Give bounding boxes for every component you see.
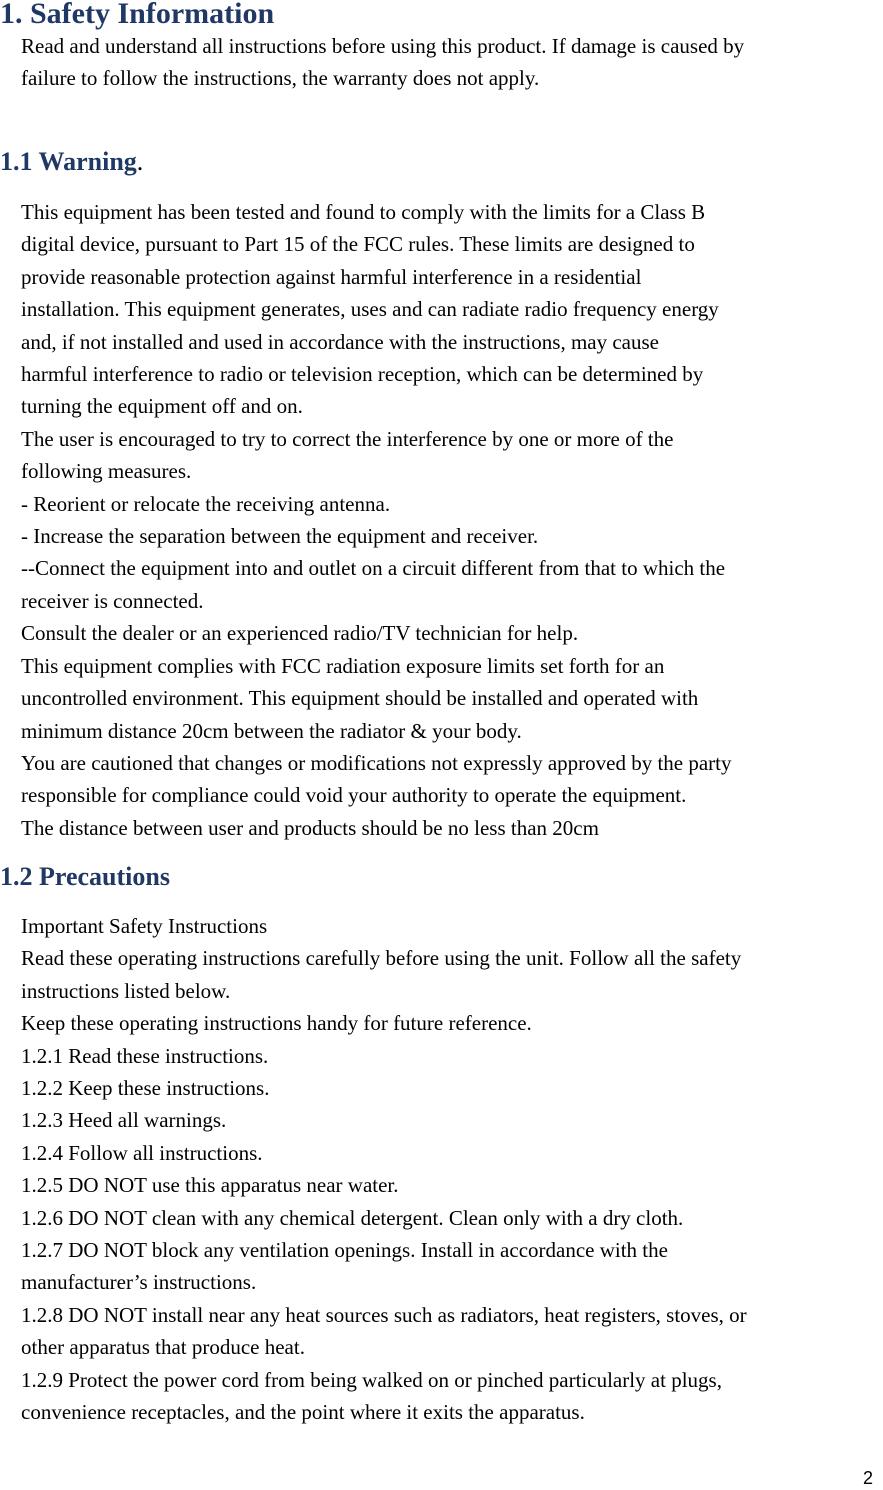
warning-section [21, 196, 883, 844]
precaution-line: Important Safety Instructions [21, 914, 268, 938]
page-title: 1. Safety Information [0, 0, 275, 30]
precaution-line: 1.2.2 Keep these instructions. [21, 1076, 270, 1101]
warning-line: This equipment complies with FCC radiation exposure limits set forth for an [21, 653, 665, 678]
warning-heading-period: . [136, 147, 144, 176]
warning-line: This equipment has been tested and found to comply with the limits for a Class B [21, 200, 706, 224]
precaution-line: 1.2.6 DO NOT clean with any chemical detergent. Clean only with a dry cloth. [21, 1205, 684, 1230]
precaution-line: instructions listed below. [21, 978, 231, 1003]
warning-line: installation. This equipment generates, uses and can radiate radio frequency energy [21, 297, 719, 322]
warning-line: uncontrolled environment. This equipment should be installed and operated with [21, 686, 699, 711]
warning-line: responsible for compliance could void your authority to operate the equipment. [21, 783, 687, 808]
precaution-line: 1.2.7 DO NOT block any ventilation openings. Install in accordance with the [21, 1238, 668, 1263]
precaution-line: 1.2.8 DO NOT install near any heat sources such as radiators, heat registers, stoves, or [21, 1302, 747, 1327]
warning-line: digital device, pursuant to Part 15 of the FCC rules. These limits are designed to [21, 232, 695, 257]
intro-paragraph [21, 30, 883, 95]
precaution-line: other apparatus that produce heat. [21, 1335, 305, 1360]
precaution-line: 1.2.4 Follow all instructions. [21, 1140, 263, 1165]
warning-line: - Increase the separation between the equipment and receiver. [21, 524, 539, 549]
warning-line: - Reorient or relocate the receiving antenna. [21, 491, 391, 516]
warning-line: The user is encouraged to try to correct the interference by one or more of the [21, 426, 674, 451]
precaution-line: convenience receptacles, and the point where it exits the apparatus. [21, 1400, 585, 1425]
warning-line: Consult the dealer or an experienced radio/TV technician for help. [21, 621, 579, 646]
warning-heading [0, 146, 143, 178]
precaution-line: 1.2.1 Read these instructions. [21, 1043, 269, 1068]
warning-line: provide reasonable protection against harmful interference in a residential [21, 264, 642, 289]
page-number: 2 [862, 1468, 873, 1488]
precaution-line: Read these operating instructions carefully before using the unit. Follow all the safety [21, 946, 742, 971]
warning-line: turning the equipment off and on. [21, 394, 303, 419]
precaution-line: 1.2.3 Heed all warnings. [21, 1108, 227, 1133]
precautions-section [21, 910, 883, 1429]
warning-line: following measures. [21, 459, 192, 484]
warning-line: harmful interference to radio or television reception, which can be determined by [21, 362, 704, 387]
intro-line: failure to follow the instructions, the warranty does not apply. [21, 66, 540, 91]
precaution-line: 1.2.9 Protect the power cord from being walked on or pinched particularly at plugs, [21, 1367, 722, 1392]
warning-line: The distance between user and products should be no less than 20cm [21, 815, 599, 840]
warning-line: receiver is connected. [21, 588, 204, 613]
warning-heading-text: 1.1 Warning [0, 147, 137, 176]
warning-line: minimum distance 20cm between the radiator & your body. [21, 718, 522, 743]
warning-line: You are cautioned that changes or modifications not expressly approved by the party [21, 750, 732, 775]
precaution-line: Keep these operating instructions handy for future reference. [21, 1011, 532, 1036]
precaution-line: manufacturer’s instructions. [21, 1270, 257, 1295]
intro-line: Read and understand all instructions before using this product. If damage is caused by [21, 34, 745, 58]
warning-line: and, if not installed and used in accordance with the instructions, may cause [21, 329, 659, 354]
warning-line: --Connect the equipment into and outlet on a circuit different from that to which the [21, 556, 726, 581]
precautions-heading: 1.2 Precautions [0, 862, 170, 891]
precaution-line: 1.2.5 DO NOT use this apparatus near water. [21, 1173, 399, 1198]
